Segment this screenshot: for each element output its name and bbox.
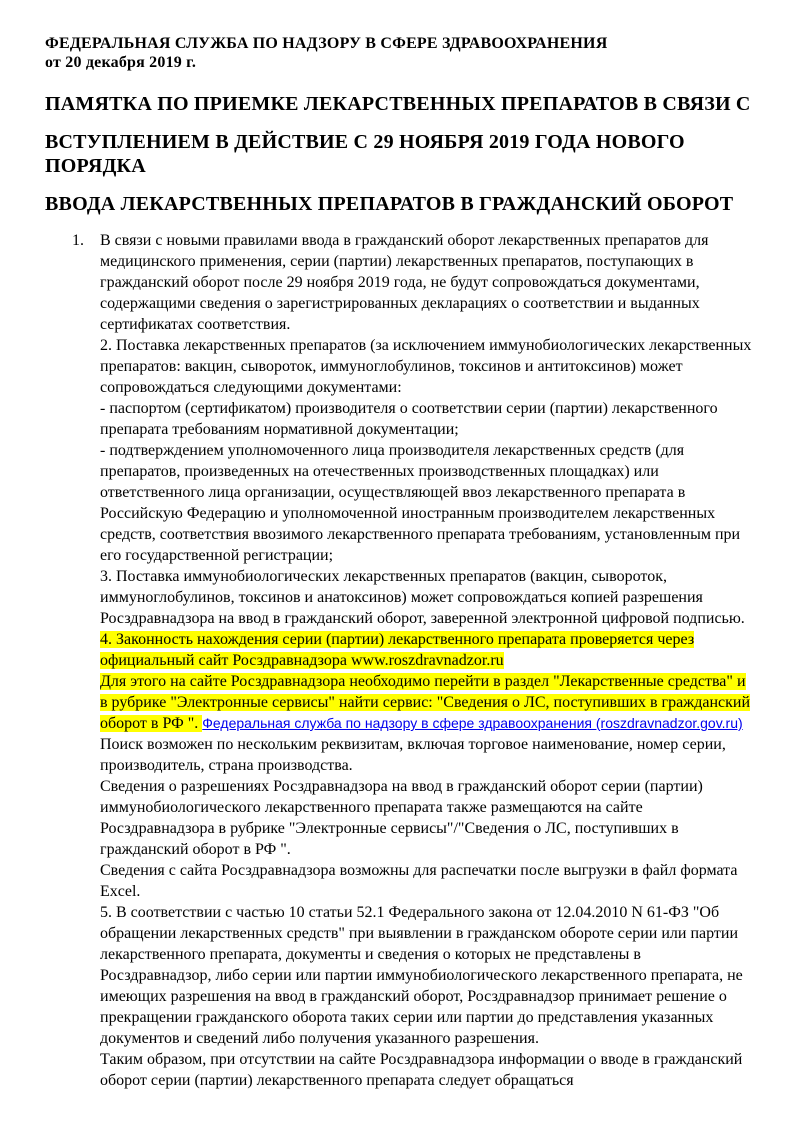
paragraph-dash-confirmation: - подтверждением уполномоченного лица производителя лекарственных средств (для препаратов, произведенных на отечественных производственных площадках) или ответственного лица организации, осуществляющей ввоз лекарственного препарата в Российскую Федерацию и уполномоченной иностранным производителем лекарственных средств, соответствия ввозимого лекарственного препарата требованиям, установленным при его государственной регистрации; (100, 442, 741, 564)
paragraph-conclusion: Таким образом, при отсутствии на сайте Росздравнадзора информации о вводе в гражданский оборот серии (партии) лекарственного препарата следует обращаться (100, 1051, 743, 1089)
highlighted-text-instructions: Для этого на сайте Росздравнадзора необходимо перейти в раздел "Лекарственные средства" и в рубрике "Электронные сервисы" найти сервис: "Сведения о ЛС, поступивших в гражданский оборот в РФ ". (100, 673, 751, 732)
title-line-1: ПАМЯТКА ПО ПРИЕМКЕ ЛЕКАРСТВЕННЫХ ПРЕПАРАТОВ В СВЯЗИ С (45, 93, 751, 115)
list-marker-1: 1. (72, 232, 84, 249)
paragraph-item-4 (100, 629, 756, 671)
highlighted-text-item-4: 4. Законность нахождения серии (партии) лекарственного препарата проверяется через официальный сайт Росздравнадзора www.roszdravnadzor.ru (100, 631, 695, 669)
paragraph-item-3: 3. Поставка иммунобиологических лекарственных препаратов (вакцин, сывороток, иммуноглобулинов, токсинов и анатоксинов) может сопровождаться копией разрешения Росздравнадзора на ввод в гражданский оборот, заверенной электронной цифровой подписью. (100, 568, 745, 627)
paragraph-item-1 (72, 230, 756, 335)
paragraph-search-info: Поиск возможен по нескольким реквизитам, включая торговое наименование, номер серии, производитель, страна производства. (100, 736, 726, 774)
title-line-2: ВСТУПЛЕНИЕМ В ДЕЙСТВИЕ С 29 НОЯБРЯ 2019 ГОДА НОВОГО ПОРЯДКА (45, 131, 685, 177)
header-date: от 20 декабря 2019 г. (45, 54, 197, 71)
paragraph-item-4-instructions (100, 671, 756, 734)
paragraph-dash-passport: - паспортом (сертификатом) производителя о соответствии серии (партии) лекарственного препарата требованиям нормативной документации; (100, 400, 718, 438)
document-title (45, 92, 756, 216)
document-body (72, 230, 756, 1091)
title-line-3: ВВОДА ЛЕКАРСТВЕННЫХ ПРЕПАРАТОВ В ГРАЖДАНСКИЙ ОБОРОТ (45, 193, 734, 215)
paragraph-item-1-text: В связи с новыми правилами ввода в гражданский оборот лекарственных препаратов для медицинского применения, серии (партии) лекарственных препаратов, поступающих в гражданский оборот после 29 ноября 2019 года, не будут сопровождаться документами, содержащими сведения о зарегистрированных декларациях о соответствии и выданных сертификатах соответствия. (100, 232, 709, 333)
roszdravnadzor-website-link[interactable]: Федеральная служба по надзору в сфере здравоохранения (roszdravnadzor.gov.ru) (202, 715, 743, 731)
paragraph-excel-info: Сведения с сайта Росздравнадзора возможны для распечатки после выгрузки в файл формата Excel. (100, 862, 738, 900)
header-agency-name: ФЕДЕРАЛЬНАЯ СЛУЖБА ПО НАДЗОРУ В СФЕРЕ ЗДРАВООХРАНЕНИЯ (45, 35, 608, 52)
paragraph-item-5: 5. В соответствии с частью 10 статьи 52.1 Федерального закона от 12.04.2010 N 61-ФЗ "Об обращении лекарственных средств" при выявлении в гражданском обороте серии или партии лекарственного препарата, документы и сведения о которых не представлены в Росздравнадзор, либо серии или партии иммунобиологического лекарственного препарата, не имеющих разрешения на ввод в гражданский оборот, Росздравнадзор принимает решение о прекращении гражданского оборота таких серии или партии до представления указанных документов и сведений либо получения указанного разрешения. (100, 904, 743, 1047)
document-header (45, 34, 756, 72)
paragraph-permissions-info: Сведения о разрешениях Росздравнадзора на ввод в гражданский оборот серии (партии) иммунобиологического лекарственного препарата также размещаются на сайте Росздравнадзора в рубрике "Электронные сервисы"/"Сведения о ЛС, поступивших в гражданский оборот в РФ ". (100, 778, 703, 858)
paragraph-item-2: 2. Поставка лекарственных препаратов (за исключением иммунобиологических лекарственных препаратов: вакцин, сывороток, иммуноглобулинов, токсинов и антитоксинов) может сопровождаться следующими документами: (100, 337, 752, 396)
